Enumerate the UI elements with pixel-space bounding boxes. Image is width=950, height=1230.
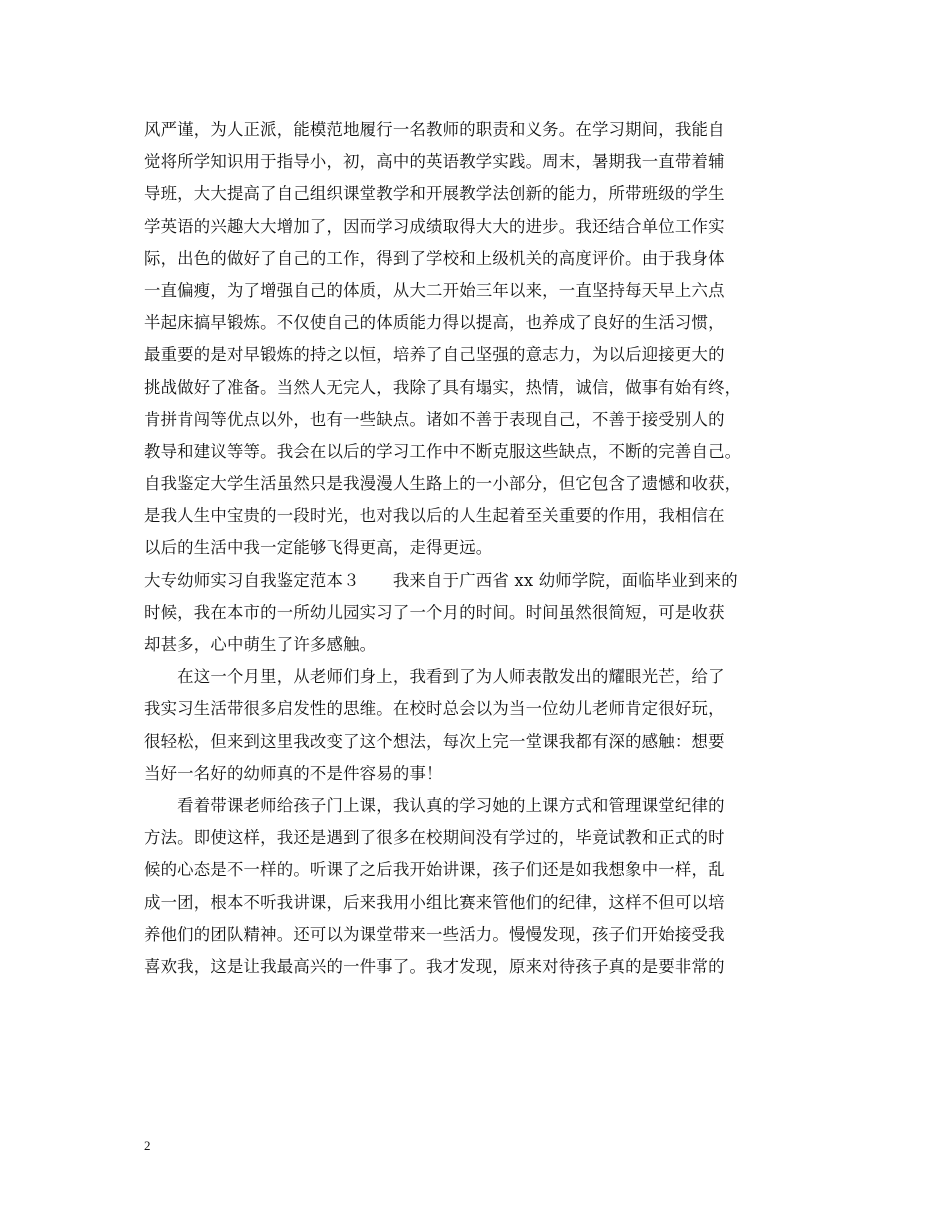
text-line: 以后的生活中我一定能够飞得更高，走得更远。 [144, 538, 493, 558]
text-line: 喜欢我，这是让我最高兴的一件事了。我才发现，原来对待孩子真的是要非常的 [144, 956, 725, 976]
text-line: 导班，大大提高了自己组织课堂教学和开展教学法创新的能力，所带班级的学生 [144, 184, 725, 204]
text-line: 养他们的团队精神。还可以为课堂带来一些活力。慢慢发现，孩子们开始接受我 [144, 924, 725, 944]
text-line: 风严谨，为人正派，能模范地履行一名教师的职责和义务。在学习期间，我能自 [144, 120, 725, 139]
section-heading-line: 大专幼师实习自我鉴定范本３ 我来自于广西省 xx 幼师学院，面临毕业到来的 [144, 570, 738, 590]
text-line: 一直偏瘦，为了增强自己的体质，从大二开始三年以来，一直坚持每天早上六点 [144, 280, 725, 300]
text-line: 方法。即使这样，我还是遇到了很多在校期间没有学过的，毕竟试教和正式的时 [144, 828, 725, 848]
text-line: 自我鉴定大学生活虽然只是我漫漫人生路上的一小部分，但它包含了遗憾和收获， [144, 474, 742, 494]
text-line: 挑战做好了准备。当然人无完人，我除了具有塌实，热情，诚信，做事有始有终， [144, 377, 742, 397]
text-line: 候的心态是不一样的。听课了之后我开始讲课，孩子们还是如我想象中一样，乱 [144, 860, 725, 880]
text-line: 教导和建议等等。我会在以后的学习工作中不断克服这些缺点，不断的完善自己。 [144, 441, 742, 461]
text-line: 觉将所学知识用于指导小，初，高中的英语教学实践。周末，暑期我一直带着辅 [144, 152, 725, 172]
page-number: 2 [144, 1138, 151, 1153]
paragraph-start-line: 在这一个月里，从老师们身上，我看到了为人师表散发出的耀眼光芒，给了 [144, 667, 725, 687]
text-line: 是我人生中宝贵的一段时光，也对我以后的人生起着至关重要的作用，我相信在 [144, 506, 725, 526]
text-line: 当好一名好的幼师真的不是件容易的事！ [144, 763, 443, 783]
document-body [144, 114, 824, 983]
text-line: 很轻松，但来到这里我改变了这个想法，每次上完一堂课我都有深的感触：想要 [144, 731, 725, 751]
text-line: 时候，我在本市的一所幼儿园实习了一个月的时间。时间虽然很简短，可是收获 [144, 602, 725, 622]
text-line: 却甚多，心中萌生了许多感触。 [144, 635, 377, 654]
paragraph-start-line: 看着带课老师给孩子门上课，我认真的学习她的上课方式和管理课堂纪律的 [144, 795, 725, 815]
text-line: 半起床搞早锻炼。不仅使自己的体质能力得以提高，也养成了良好的生活习惯， [144, 313, 725, 333]
text-line: 际，出色的做好了自己的工作，得到了学校和上级机关的高度评价。由于我身体 [144, 248, 725, 268]
text-line: 最重要的是对早锻炼的持之以恒，培养了自己坚强的意志力，为以后迎接更大的 [144, 345, 725, 365]
text-line: 我实习生活带很多启发性的思维。在校时总会以为当一位幼儿老师肯定很好玩， [144, 699, 725, 719]
text-line: 成一团，根本不听我讲课，后来我用小组比赛来管他们的纪律，这样不但可以培 [144, 892, 725, 912]
text-line: 肯拼肯闯等优点以外，也有一些缺点。诸如不善于表现自己，不善于接受别人的 [144, 409, 725, 429]
text-line: 学英语的兴趣大大增加了，因而学习成绩取得大大的进步。我还结合单位工作实 [144, 216, 725, 236]
